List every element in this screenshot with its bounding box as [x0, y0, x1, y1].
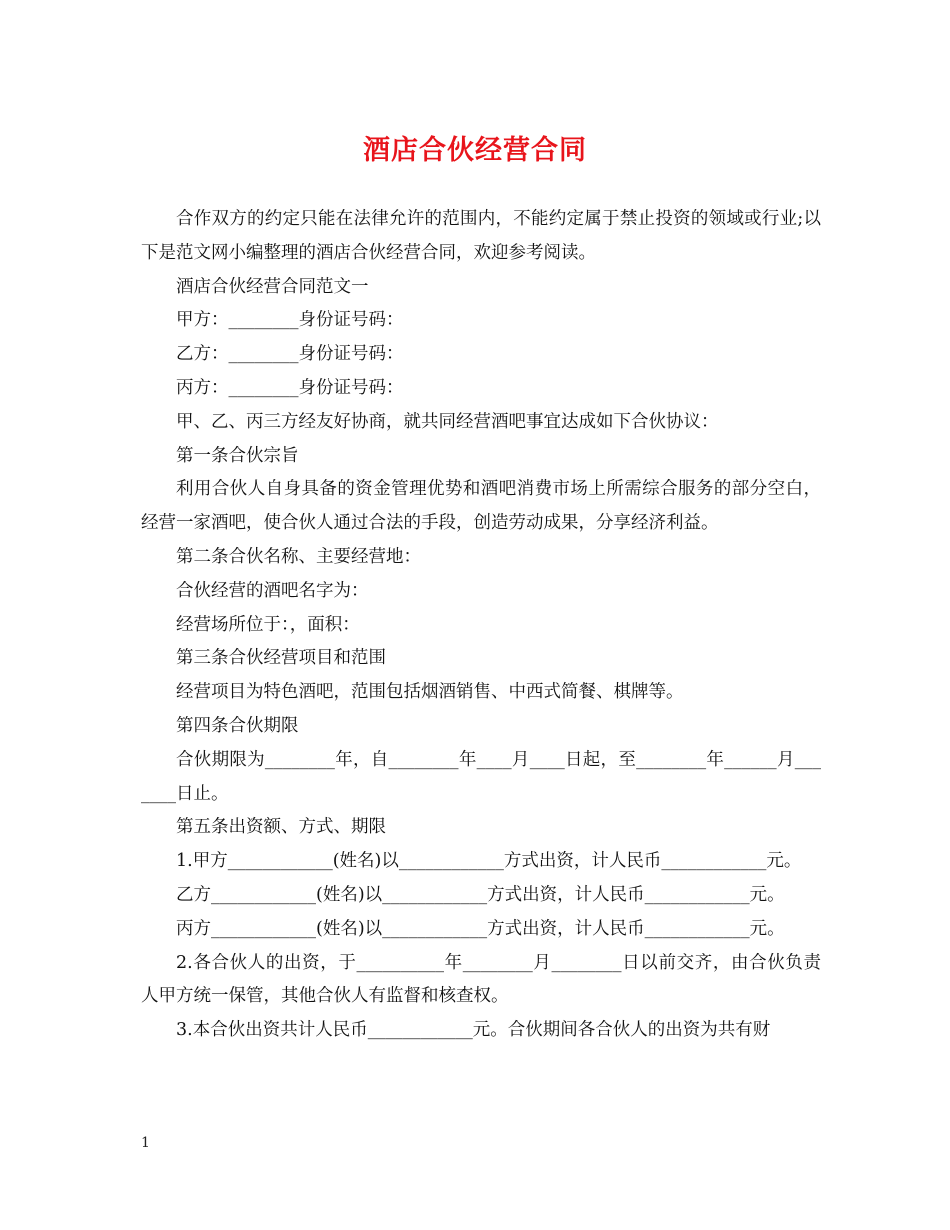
article-heading: 第五条出资额、方式、期限	[176, 817, 386, 838]
section-heading: 酒店合伙经营合同范文一	[176, 276, 369, 297]
party-a-line: 甲方：________身份证号码：	[176, 310, 404, 331]
article-paragraph: 乙方____________(姓名)以____________方式出资，计人民币____________元。	[176, 884, 785, 905]
document-body	[141, 203, 821, 1048]
article-heading: 第二条合伙名称、主要经营地：	[176, 546, 421, 567]
article-heading: 第一条合伙宗旨	[176, 445, 299, 466]
article-heading: 第三条合伙经营项目和范围	[176, 648, 386, 669]
party-c-line: 丙方：________身份证号码：	[176, 377, 404, 398]
document-title: 酒店合伙经营合同	[363, 135, 587, 166]
article-heading: 第四条合伙期限	[176, 715, 299, 736]
article-paragraph: 合伙经营的酒吧名字为：	[176, 580, 369, 601]
article-paragraph: 2.各合伙人的出资，于__________年________月________日以前交齐，由合伙负责人甲方统一保管，其他合伙人有监督和核查权。	[141, 952, 821, 1007]
intro-paragraph: 合作双方的约定只能在法律允许的范围内，不能约定属于禁止投资的领域或行业;以下是范文网小编整理的酒店合伙经营合同，欢迎参考阅读。	[141, 209, 821, 263]
article-paragraph: 利用合伙人自身具备的资金管理优势和酒吧消费市场上所需综合服务的部分空白，经营一家酒吧，使合伙人通过合法的手段，创造劳动成果，分享经济利益。	[141, 479, 821, 534]
article-paragraph: 经营场所位于：，面积：	[176, 614, 360, 635]
article-paragraph: 1.甲方____________(姓名)以____________方式出资，计人民币____________元。	[176, 851, 802, 872]
party-b-line: 乙方：________身份证号码：	[176, 344, 404, 365]
article-paragraph: 丙方____________(姓名)以____________方式出资，计人民币____________元。	[176, 918, 785, 939]
article-paragraph: 经营项目为特色酒吧，范围包括烟酒销售、中西式简餐、棋牌等。	[176, 682, 684, 703]
article-paragraph: 合伙期限为________年，自________年____月____日起，至________年______月_______日止。	[141, 749, 821, 804]
page-number: 1	[141, 1135, 150, 1151]
article-paragraph: 3.本合伙出资共计人民币____________元。合伙期间各合伙人的出资为共有财	[176, 1020, 771, 1041]
agreement-intro: 甲、乙、丙三方经友好协商，就共同经营酒吧事宜达成如下合伙协议：	[176, 411, 719, 432]
